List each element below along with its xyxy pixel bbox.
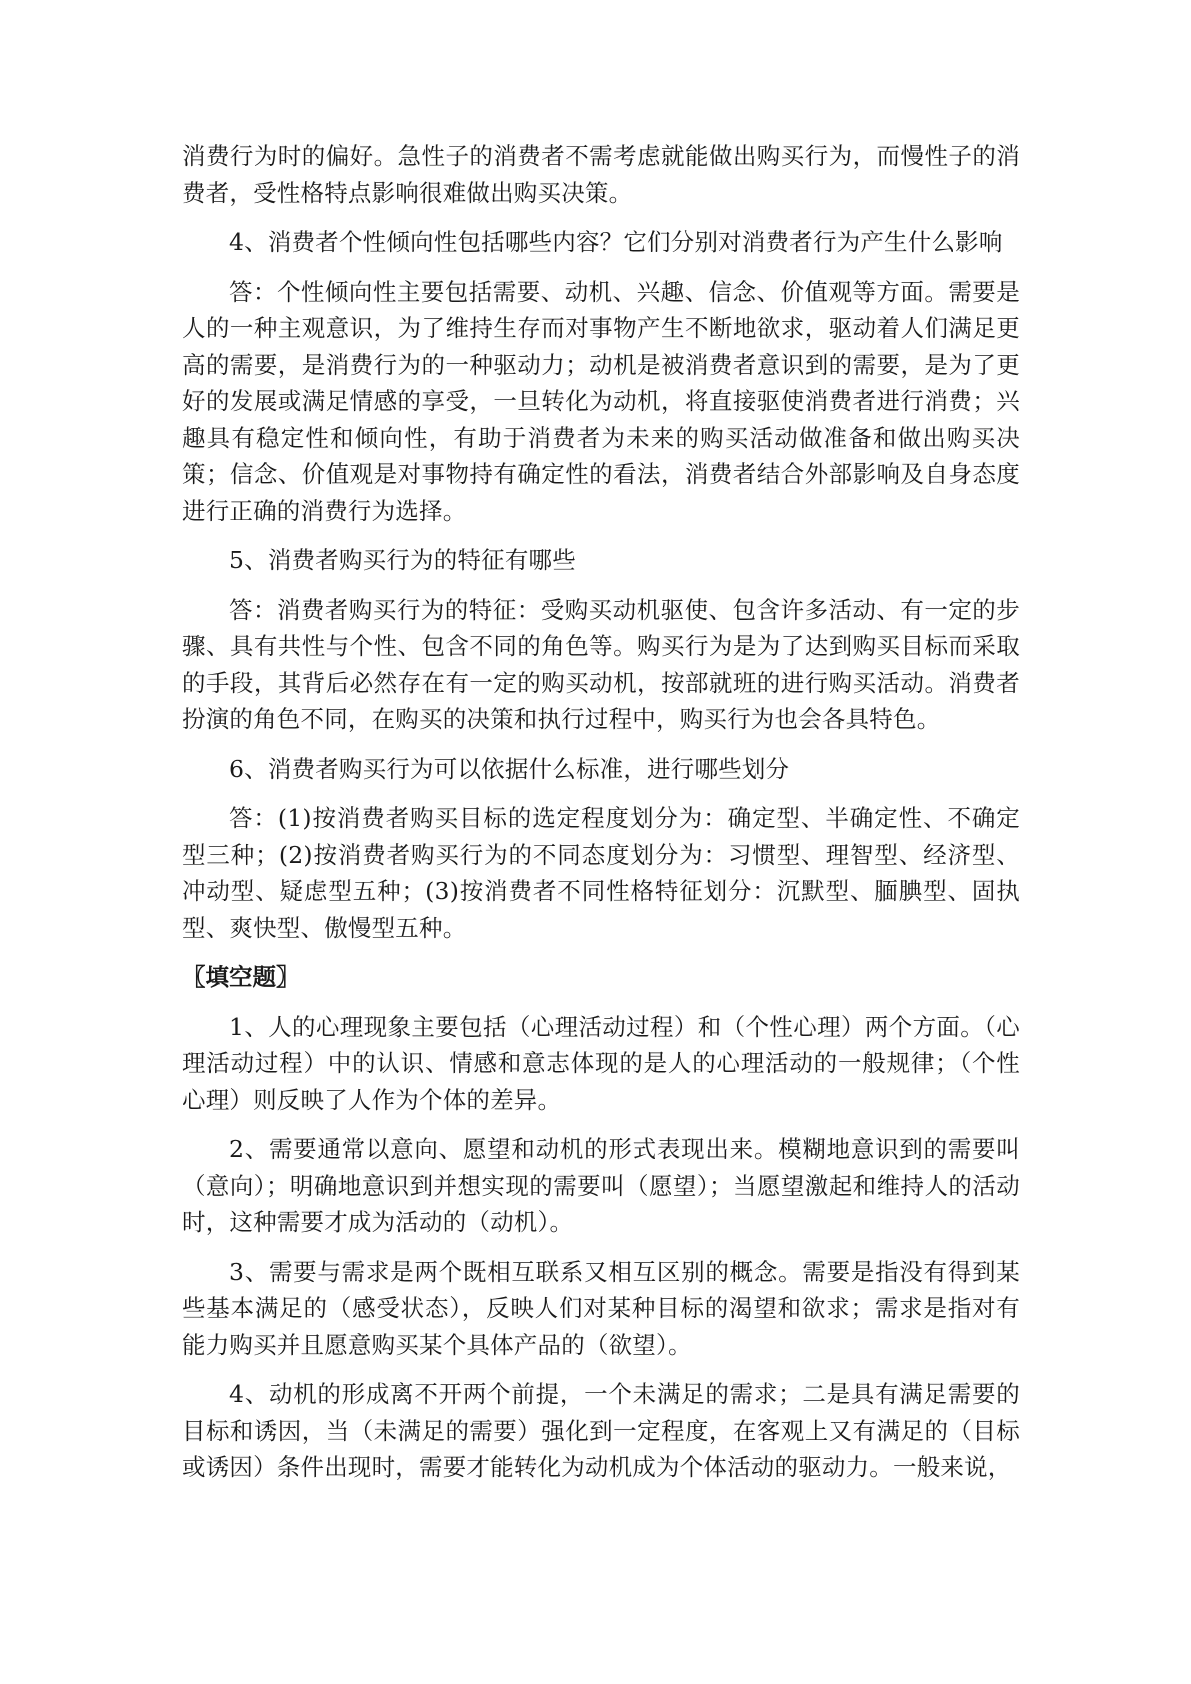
question-6: 6、消费者购买行为可以依据什么标准，进行哪些划分 [229,754,790,783]
question-4: 4、消费者个性倾向性包括哪些内容？它们分别对消费者行为产生什么影响 [229,228,1003,256]
answer-4: 答：个性倾向性主要包括需要、动机、兴趣、信念、价值观等方面。需要是人的一种主观意识，为了维持生存而对事物产生不断地欲求，驱动着人们满足更高的需要，是消费行为的一种驱动力；动机是被消费者意识到的需要，是为了更好的发展或满足情感的享受，一旦转化为动机，将直接驱使消费者进行消费；兴趣具有稳定性和倾向性，有助于消费者为未来的购买活动做准备和做出购买决策；信念、价值观是对事物持有确定性的看法，消费者结合外部影响及自身态度进行正确的消费行为选择。 [182,277,1020,525]
question-5: 5、消费者购买行为的特征有哪些 [229,546,576,574]
fill-blank-item-2: 2、需要通常以意向、愿望和动机的形式表现出来。模糊地意识到的需要叫（意向）；明确地意识到并想实现的需要叫（愿望）；当愿望激起和维持人的活动时，这种需要才成为活动的（动机）。 [182,1135,1020,1236]
fill-blank-item-3: 3、需要与需求是两个既相互联系又相互区别的概念。需要是指没有得到某些基本满足的（感受状态），反映人们对某种目标的渴望和欲求；需求是指对有能力购买并且愿意购买某个具体产品的（欲望）。 [182,1257,1020,1359]
section-heading-fill-in-blank: 〖填空题〗 [182,963,300,991]
fill-blank-item-1: 1、人的心理现象主要包括（心理活动过程）和（个性心理）两个方面。（心理活动过程）中的认识、情感和意志体现的是人的心理活动的一般规律；（个性心理）则反映了人作为个体的差异。 [182,1012,1020,1114]
answer-5: 答：消费者购买行为的特征：受购买动机驱使、包含许多活动、有一定的步骤、具有共性与个性、包含不同的角色等。购买行为是为了达到购买目标而采取的手段，其背后必然存在有一定的购买动机，按部就班的进行购买活动。消费者扮演的角色不同，在购买的决策和执行过程中，购买行为也会各具特色。 [182,595,1020,733]
fill-blank-item-4: 4、动机的形成离不开两个前提，一个未满足的需求；二是具有满足需要的目标和诱因，当（未满足的需要）强化到一定程度，在客观上又有满足的（目标或诱因）条件出现时，需要才能转化为动机成为个体活动的驱动力。一般来说， [182,1380,1020,1481]
document-page [182,138,1020,1486]
continued-paragraph: 消费行为时的偏好。急性子的消费者不需考虑就能做出购买行为，而慢性子的消费者，受性格特点影响很难做出购买决策。 [182,142,1020,207]
answer-6: 答：(1)按消费者购买目标的选定程度划分为：确定型、半确定性、不确定型三种；(2)按消费者购买行为的不同态度划分为：习惯型、理智型、经济型、冲动型、疑虑型五种；(3)按消费者不同性格特征划分：沉默型、腼腆型、固执型、爽快型、傲慢型五种。 [182,804,1020,942]
